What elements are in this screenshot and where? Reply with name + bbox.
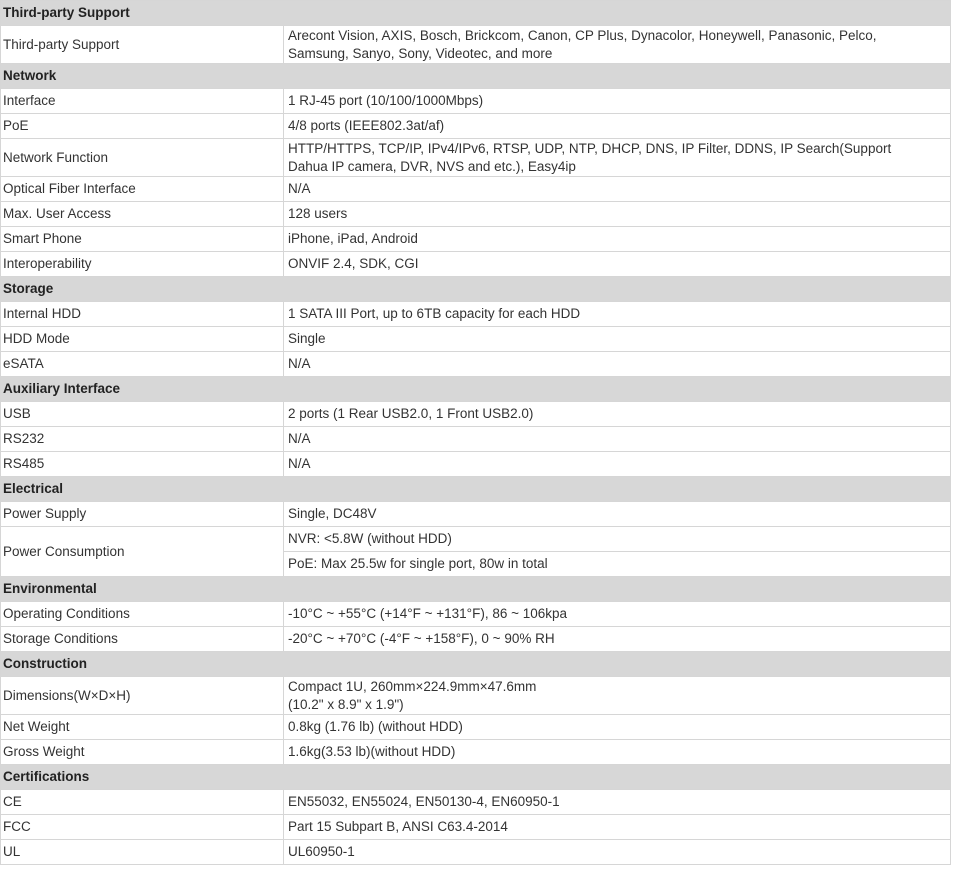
section-title: Construction xyxy=(1,652,951,677)
spec-value-line: N/A xyxy=(288,181,311,196)
spec-value-line: 128 users xyxy=(288,206,348,221)
spec-label: Interface xyxy=(1,89,284,114)
spec-row xyxy=(1,177,951,202)
spec-value-line: ONVIF 2.4, SDK, CGI xyxy=(288,256,419,271)
section-header-third-party-support xyxy=(1,1,951,26)
section-title: Auxiliary Interface xyxy=(1,377,951,402)
spec-value-line: 1.6kg(3.53 lb)(without HDD) xyxy=(288,744,456,759)
spec-label: Optical Fiber Interface xyxy=(1,177,284,202)
spec-row xyxy=(1,227,951,252)
spec-row xyxy=(1,527,951,552)
spec-value-line: Single, DC48V xyxy=(288,506,377,521)
spec-value xyxy=(284,352,951,377)
spec-value-line: N/A xyxy=(288,431,311,446)
spec-value-line: HTTP/HTTPS, TCP/IP, IPv4/IPv6, RTSP, UDP, NTP, DHCP, DNS, IP Filter, DDNS, IP Search(Support xyxy=(288,140,892,156)
spec-value-line: (10.2" x 8.9" x 1.9") xyxy=(288,696,404,712)
spec-label: Network Function xyxy=(1,139,284,177)
spec-value xyxy=(284,402,951,427)
spec-value: NVR: <5.8W (without HDD) xyxy=(284,527,951,552)
spec-value-line: Arecont Vision, AXIS, Bosch, Brickcom, Canon, CP Plus, Dynacolor, Honeywell, Panasonic, Pelco, xyxy=(288,27,877,43)
spec-value xyxy=(284,26,951,64)
spec-value xyxy=(284,452,951,477)
spec-value-line: -10°C ~ +55°C (+14°F ~ +131°F), 86 ~ 106kpa xyxy=(288,606,568,621)
spec-value-line: EN55032, EN55024, EN50130-4, EN60950-1 xyxy=(288,794,560,809)
section-title: Network xyxy=(1,64,951,89)
spec-row xyxy=(1,302,951,327)
spec-row xyxy=(1,602,951,627)
spec-row xyxy=(1,402,951,427)
spec-value xyxy=(284,89,951,114)
section-title: Storage xyxy=(1,277,951,302)
spec-label: CE xyxy=(1,790,284,815)
spec-label: USB xyxy=(1,402,284,427)
spec-value xyxy=(284,602,951,627)
spec-row xyxy=(1,790,951,815)
spec-row xyxy=(1,715,951,740)
spec-value xyxy=(284,502,951,527)
spec-label: RS485 xyxy=(1,452,284,477)
spec-row xyxy=(1,139,951,177)
spec-row xyxy=(1,26,951,64)
spec-value-line: Part 15 Subpart B, ANSI C63.4-2014 xyxy=(288,819,508,834)
spec-row xyxy=(1,452,951,477)
spec-label: Power Supply xyxy=(1,502,284,527)
spec-value-line: N/A xyxy=(288,356,311,371)
spec-value xyxy=(284,302,951,327)
spec-value xyxy=(284,177,951,202)
spec-row xyxy=(1,352,951,377)
spec-row xyxy=(1,677,951,715)
spec-label: Third-party Support xyxy=(1,26,284,64)
spec-label: RS232 xyxy=(1,427,284,452)
spec-value-line: UL60950-1 xyxy=(288,844,355,859)
spec-label: Smart Phone xyxy=(1,227,284,252)
spec-row xyxy=(1,427,951,452)
spec-label: Interoperability xyxy=(1,252,284,277)
spec-label: Internal HDD xyxy=(1,302,284,327)
spec-row xyxy=(1,627,951,652)
spec-value: PoE: Max 25.5w for single port, 80w in total xyxy=(284,552,951,577)
spec-value-line: 1 SATA III Port, up to 6TB capacity for each HDD xyxy=(288,306,581,321)
section-header-auxiliary-interface xyxy=(1,377,951,402)
spec-value-line: Compact 1U, 260mm×224.9mm×47.6mm xyxy=(288,678,537,694)
spec-value-line: Single xyxy=(288,331,326,346)
section-title: Third-party Support xyxy=(1,1,951,26)
section-title: Electrical xyxy=(1,477,951,502)
spec-row xyxy=(1,202,951,227)
spec-row xyxy=(1,89,951,114)
spec-value xyxy=(284,427,951,452)
spec-value-line: iPhone, iPad, Android xyxy=(288,231,418,246)
spec-label: Storage Conditions xyxy=(1,627,284,652)
section-header-storage xyxy=(1,277,951,302)
spec-row xyxy=(1,114,951,139)
spec-label: Max. User Access xyxy=(1,202,284,227)
spec-row xyxy=(1,327,951,352)
spec-value-line: N/A xyxy=(288,456,311,471)
spec-label: eSATA xyxy=(1,352,284,377)
section-header-certifications xyxy=(1,765,951,790)
spec-label: FCC xyxy=(1,815,284,840)
spec-value xyxy=(284,327,951,352)
spec-label: PoE xyxy=(1,114,284,139)
spec-value-line: 0.8kg (1.76 lb) (without HDD) xyxy=(288,719,463,734)
spec-label: Power Consumption xyxy=(1,527,284,577)
spec-label: HDD Mode xyxy=(1,327,284,352)
spec-value xyxy=(284,677,951,715)
spec-label: UL xyxy=(1,840,284,865)
spec-label: Gross Weight xyxy=(1,740,284,765)
spec-label: Operating Conditions xyxy=(1,602,284,627)
spec-value-line: Samsung, Sanyo, Sony, Videotec, and more xyxy=(288,45,553,61)
spec-value xyxy=(284,252,951,277)
section-title: Environmental xyxy=(1,577,951,602)
section-title: Certifications xyxy=(1,765,951,790)
spec-row xyxy=(1,252,951,277)
spec-value-line: 4/8 ports (IEEE802.3at/af) xyxy=(288,118,445,133)
section-header-electrical xyxy=(1,477,951,502)
spec-value xyxy=(284,227,951,252)
spec-row xyxy=(1,840,951,865)
spec-value-line: 2 ports (1 Rear USB2.0, 1 Front USB2.0) xyxy=(288,406,534,421)
spec-value xyxy=(284,740,951,765)
spec-row xyxy=(1,740,951,765)
specifications-body xyxy=(1,1,951,865)
spec-value xyxy=(284,114,951,139)
spec-value xyxy=(284,715,951,740)
spec-label: Net Weight xyxy=(1,715,284,740)
section-header-network xyxy=(1,64,951,89)
spec-value xyxy=(284,815,951,840)
spec-value xyxy=(284,139,951,177)
spec-value xyxy=(284,202,951,227)
spec-value xyxy=(284,627,951,652)
spec-row xyxy=(1,815,951,840)
spec-row xyxy=(1,502,951,527)
section-header-environmental xyxy=(1,577,951,602)
spec-value xyxy=(284,840,951,865)
section-header-construction xyxy=(1,652,951,677)
spec-value-line: 1 RJ-45 port (10/100/1000Mbps) xyxy=(288,93,484,108)
spec-value xyxy=(284,790,951,815)
spec-value-line: Dahua IP camera, DVR, NVS and etc.), Easy4ip xyxy=(288,158,576,174)
spec-label: Dimensions(W×D×H) xyxy=(1,677,284,715)
spec-value-line: -20°C ~ +70°C (-4°F ~ +158°F), 0 ~ 90% RH xyxy=(288,631,555,646)
